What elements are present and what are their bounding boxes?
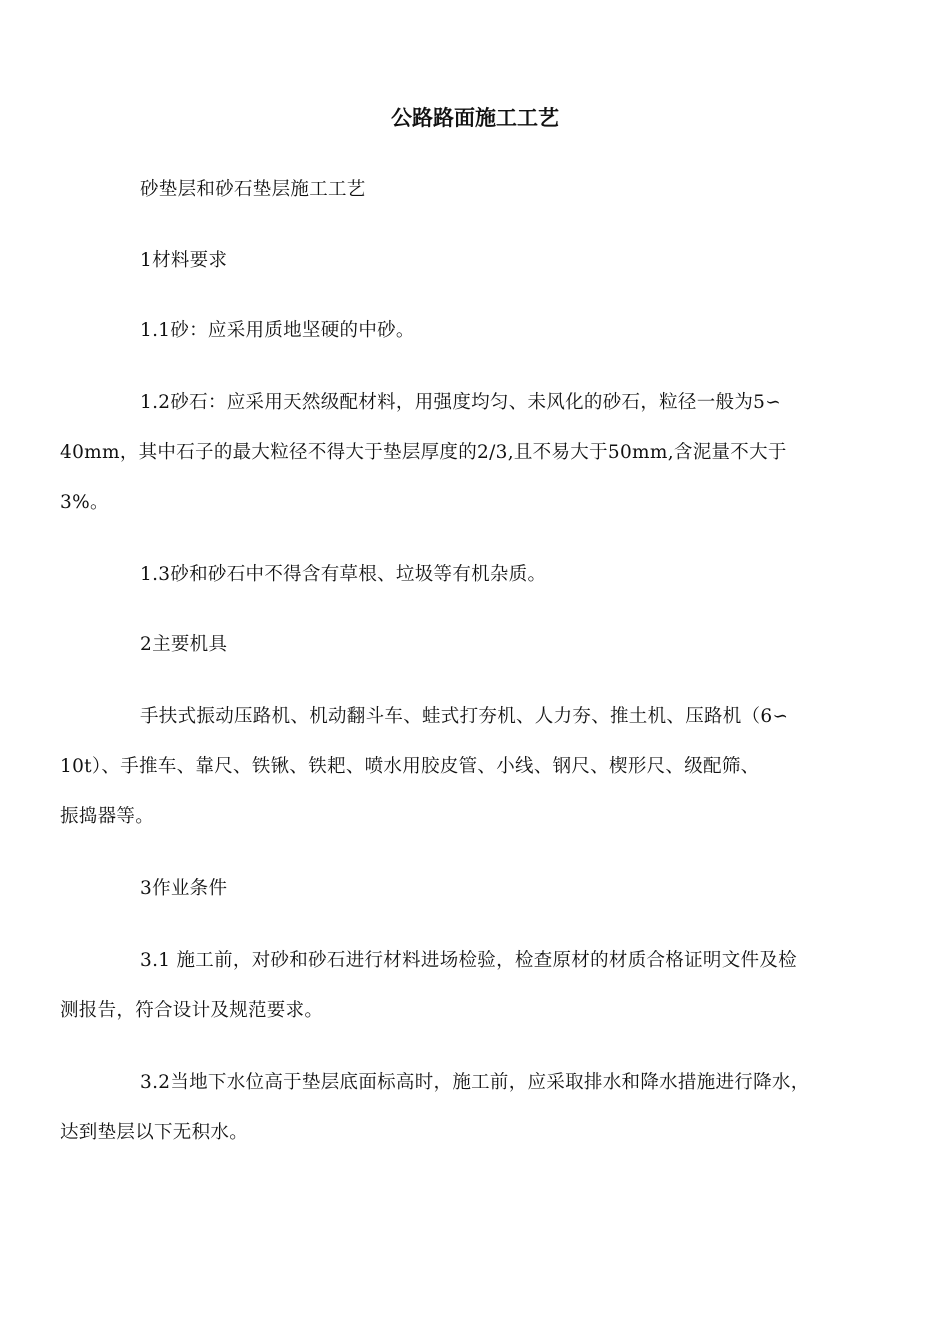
text-line: 手扶式振动压路机、机动翻斗车、蛙式打夯机、人力夯、推土机、压路机（6∽ bbox=[140, 706, 789, 727]
text-line: 40mm，其中石子的最大粒径不得大于垫层厚度的2/3,且不易大于50mm,含泥量不大于 bbox=[60, 442, 787, 463]
text-line: 3.2当地下水位高于垫层底面标高时，施工前，应采取排水和降水措施进行降水， bbox=[140, 1072, 810, 1093]
text-line: 1材料要求 bbox=[140, 250, 228, 271]
paragraph-item-3-1 bbox=[60, 936, 850, 1036]
text-line: 振捣器等。 bbox=[60, 806, 155, 827]
text-line: 测报告，符合设计及规范要求。 bbox=[60, 1000, 324, 1021]
paragraph-section-heading bbox=[100, 165, 850, 215]
paragraph-heading-materials bbox=[100, 236, 850, 286]
paragraph-heading-conditions bbox=[100, 864, 850, 914]
text-line: 达到垫层以下无积水。 bbox=[60, 1122, 249, 1143]
text-line: 砂垫层和砂石垫层施工工艺 bbox=[140, 179, 366, 200]
paragraph-heading-equipment bbox=[100, 620, 850, 670]
paragraph-item-1-3 bbox=[100, 550, 850, 600]
document-title: 公路路面施工工艺 bbox=[391, 106, 559, 130]
paragraph-item-1-2 bbox=[60, 378, 850, 528]
text-line: 3作业条件 bbox=[140, 878, 228, 899]
paragraph-item-3-2 bbox=[60, 1058, 850, 1158]
paragraph-item-1-1 bbox=[100, 306, 850, 356]
text-line: 2主要机具 bbox=[140, 634, 228, 655]
text-line: 10t）、手推车、靠尺、铁锹、铁耙、喷水用胶皮管、小线、钢尺、楔形尺、级配筛、 bbox=[60, 756, 760, 777]
text-line: 3%。 bbox=[60, 492, 109, 513]
paragraph-equipment-list bbox=[60, 692, 850, 842]
text-line: 1.2砂石：应采用天然级配材料，用强度均匀、未风化的砂石，粒径一般为5∽ bbox=[140, 392, 781, 413]
text-line: 1.1砂：应采用质地坚硬的中砂。 bbox=[140, 320, 415, 341]
text-line: 3.1 施工前，对砂和砂石进行材料进场检验，检查原材的材质合格证明文件及检 bbox=[140, 950, 797, 971]
text-line: 1.3砂和砂石中不得含有草根、垃圾等有机杂质。 bbox=[140, 564, 547, 585]
